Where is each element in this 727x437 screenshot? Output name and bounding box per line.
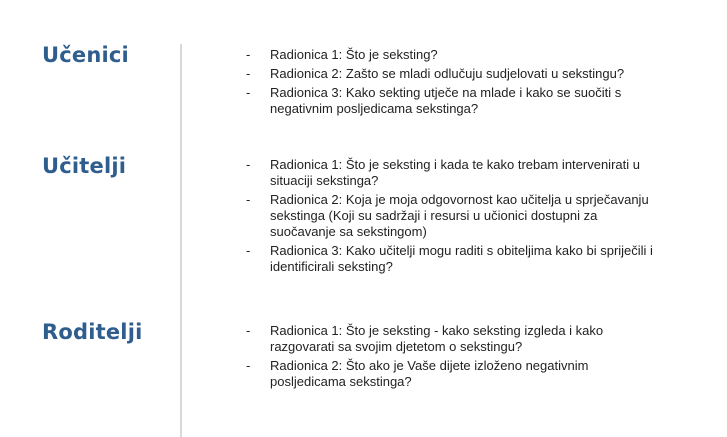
- bullet-dash: -: [246, 358, 251, 373]
- bullet-dash: -: [246, 66, 251, 81]
- bullet-dash: -: [246, 243, 251, 258]
- bullet-dash: -: [246, 47, 251, 62]
- bullet-dash: -: [246, 85, 251, 100]
- list-item: [246, 358, 666, 390]
- vertical-divider: [180, 44, 182, 437]
- list-item: [246, 243, 666, 275]
- list-item: [246, 85, 666, 117]
- item-text: Radionica 3: Kako sekting utječe na mlade i kako se suočiti s negativnim posljedicama sekstinga?: [270, 85, 622, 116]
- item-text: Radionica 1: Što je seksting - kako seksting izgleda i kako razgovarati sa svojim djetetom o sekstingu?: [270, 323, 604, 354]
- section-title-roditelji: Roditelji: [42, 320, 143, 344]
- section-title-ucitelji: Učitelji: [42, 154, 127, 178]
- list-item: [246, 66, 666, 82]
- item-text: Radionica 2: Što ako je Vaše dijete izloženo negativnim posljedicama sekstinga?: [270, 358, 589, 389]
- list-item: [246, 323, 666, 355]
- item-text: Radionica 2: Koja je moja odgovornost kao učitelja u sprječavanju sekstinga (Koji su sadržaji i resursi u učionici dostupni za suočavanje sa sekstingom): [270, 192, 649, 239]
- item-text: Radionica 3: Kako učitelji mogu raditi s obiteljima kako bi spriječili i identificirali seksting?: [270, 243, 653, 274]
- bullet-dash: -: [246, 323, 251, 338]
- bullet-dash: -: [246, 157, 251, 172]
- bullet-dash: -: [246, 192, 251, 207]
- list-item: [246, 192, 666, 240]
- item-text: Radionica 2: Zašto se mladi odlučuju sudjelovati u sekstingu?: [270, 66, 625, 81]
- item-text: Radionica 1: Što je seksting?: [270, 47, 438, 62]
- item-list-ucitelji: [246, 157, 666, 275]
- list-item: [246, 47, 666, 63]
- item-text: Radionica 1: Što je seksting i kada te kako trebam intervenirati u situaciji sekstinga?: [270, 157, 640, 188]
- section-title-ucenici: Učenici: [42, 43, 129, 67]
- item-list-ucenici: [246, 47, 666, 117]
- item-list-roditelji: [246, 323, 666, 390]
- list-item: [246, 157, 666, 189]
